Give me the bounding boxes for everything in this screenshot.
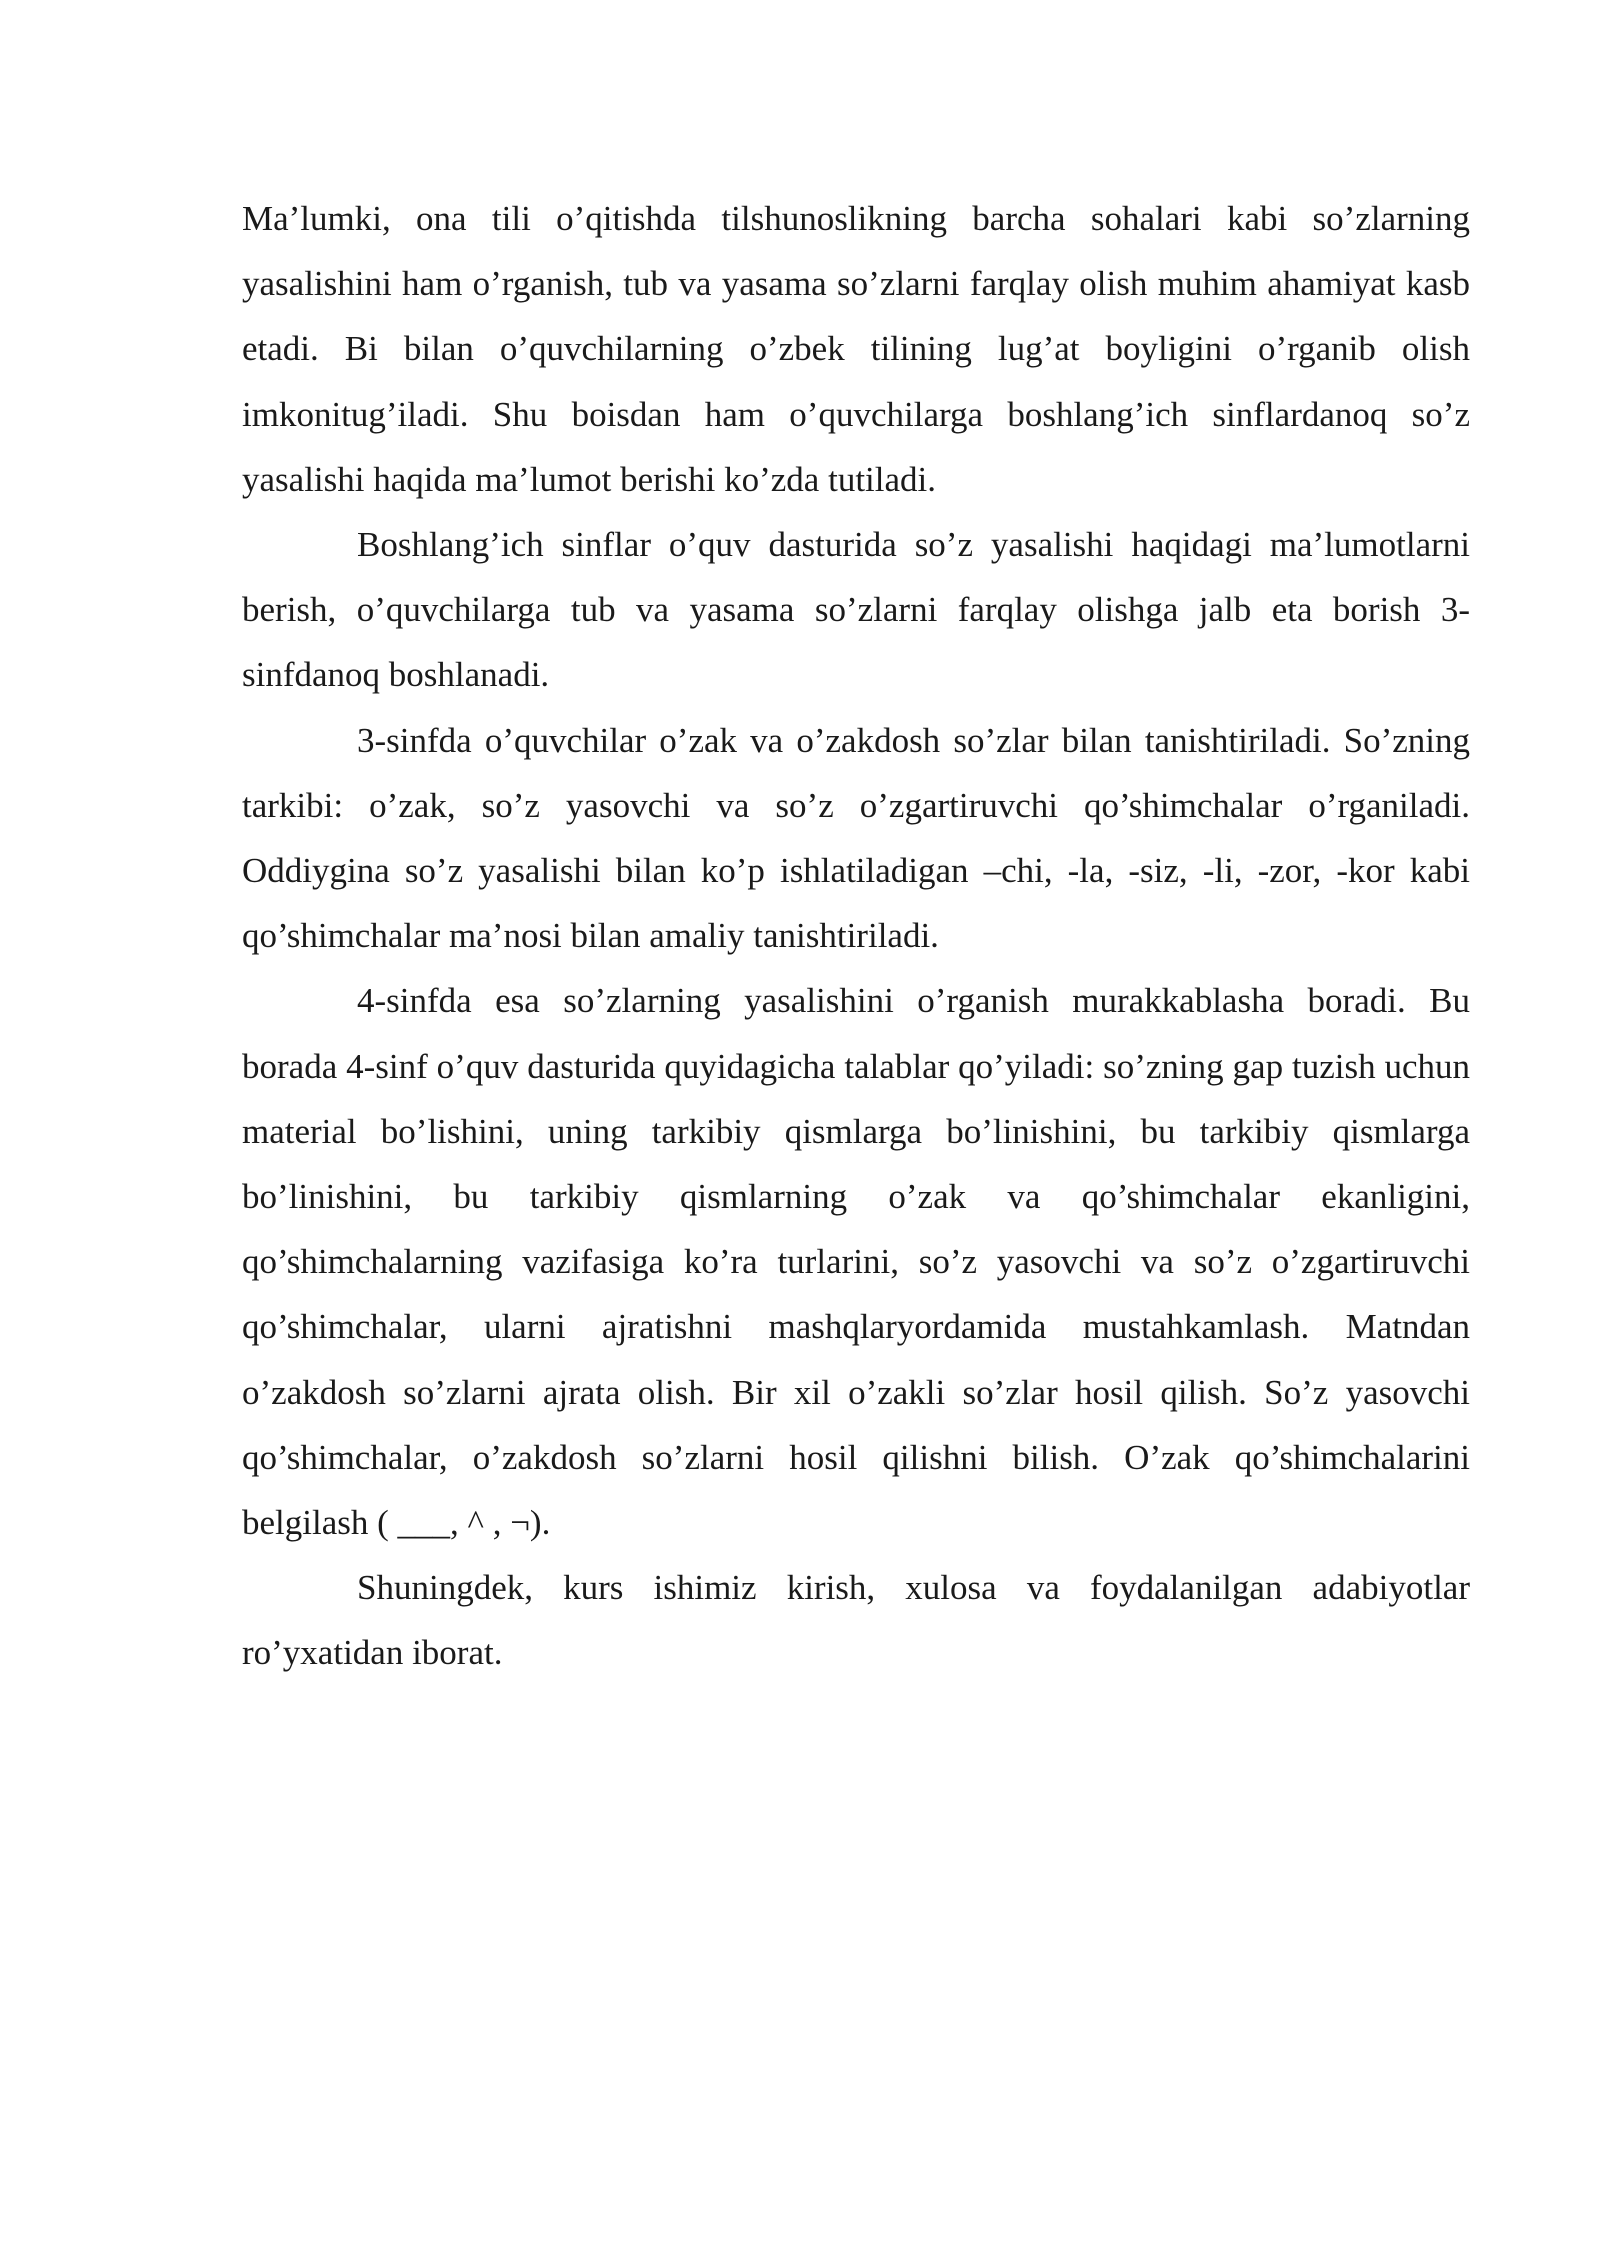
document-body (242, 186, 1470, 1686)
paragraph-structure: Shuningdek, kurs ishimiz kirish, xulosa va foydalanilgan adabiyotlar ro’yxatidan iborat. (242, 1568, 1470, 1673)
paragraph-primary-program: Boshlang’ich sinflar o’quv dasturida so’z yasalishi haqidagi ma’lumotlarni berish, o’quvchilarga tub va yasama so’zlarni farqlay olishga jalb eta borish 3-sinfdanoq boshlanadi. (242, 525, 1470, 695)
paragraph-intro: Ma’lumki, ona tili o’qitishda tilshunoslikning barcha sohalari kabi so’zlarning yasalishini ham o’rganish, tub va yasama so’zlarni farqlay olish muhim ahamiyat kasb etadi. Bi bilan o’quvchilarning o’zbek tilining lug’at boyligini o’rganib olish imkonitug’iladi. Shu boisdan ham o’quvchilarga boshlang’ich sinflardanoq so’z yasalishi haqida ma’lumot berishi ko’zda tutiladi. (242, 199, 1470, 499)
paragraph-grade-4: 4-sinfda esa so’zlarning yasalishini o’rganish murakkablasha boradi. Bu borada 4-sinf o’quv dasturida quyidagicha talablar qo’yiladi: so’zning gap tuzish uchun material bo’lishini, uning tarkibiy qismlarga bo’linishini, bu tarkibiy qismlarga bo’linishini, bu tarkibiy qismlarning o’zak va qo’shimchalar ekanligini, qo’shimchalarning vazifasiga ko’ra turlarini, so’z yasovchi va so’z o’zgartiruvchi qo’shimchalar, ularni ajratishni mashqlaryordamida mustahkamlash. Matndan o’zakdosh so’zlarni ajrata olish. Bir xil o’zakli so’zlar hosil qilish. So’z yasovchi qo’shimchalar, o’zakdosh so’zlarni hosil qilishni bilish. O’zak qo’shimchalarini belgilash ( ___, ^ , ¬). (242, 981, 1470, 1543)
paragraph-grade-3: 3-sinfda o’quvchilar o’zak va o’zakdosh so’zlar bilan tanishtiriladi. So’zning tarkibi: o’zak, so’z yasovchi va so’z o’zgartiruvchi qo’shimchalar o’rganiladi. Oddiygina so’z yasalishi bilan ko’p ishlatiladigan –chi, -la, -siz, -li, -zor, -kor kabi qo’shimchalar ma’nosi bilan amaliy tanishtiriladi. (242, 720, 1470, 956)
